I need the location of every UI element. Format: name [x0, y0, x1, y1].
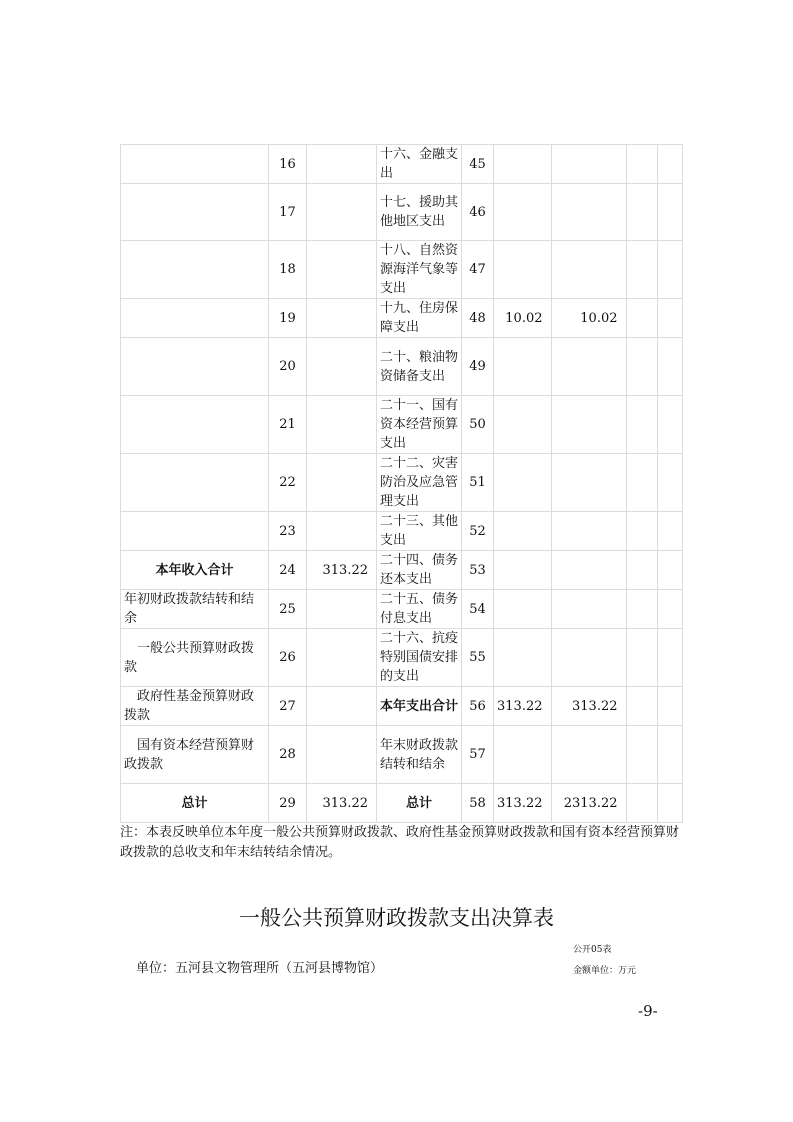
expense-line-no: 50	[462, 396, 494, 454]
table-row	[121, 629, 683, 687]
expense-total	[494, 184, 552, 241]
income-line-no: 28	[269, 726, 307, 784]
expense-state-capital	[657, 629, 682, 687]
expense-fund-budget	[626, 590, 657, 629]
expense-general-budget	[551, 396, 626, 454]
expense-line-no: 56	[462, 687, 494, 726]
expense-state-capital	[657, 590, 682, 629]
expense-general-budget	[551, 454, 626, 512]
expense-state-capital	[657, 551, 682, 590]
expense-general-budget	[551, 590, 626, 629]
expense-fund-budget	[626, 726, 657, 784]
expense-state-capital	[657, 784, 682, 823]
table-row	[121, 454, 683, 512]
expense-fund-budget	[626, 396, 657, 454]
table-row	[121, 338, 683, 396]
expense-total: 10.02	[494, 299, 552, 338]
expense-line-no: 57	[462, 726, 494, 784]
table-row	[121, 512, 683, 551]
expense-general-budget: 313.22	[551, 687, 626, 726]
income-line-no: 26	[269, 629, 307, 687]
income-item: 年初财政拨款结转和结余	[121, 590, 269, 629]
income-item: 本年收入合计	[121, 551, 269, 590]
income-item	[121, 241, 269, 299]
income-item	[121, 338, 269, 396]
expense-fund-budget	[626, 512, 657, 551]
expense-total	[494, 512, 552, 551]
income-line-no: 18	[269, 241, 307, 299]
expense-line-no: 54	[462, 590, 494, 629]
income-amount	[307, 454, 377, 512]
expense-item: 二十三、其他支出	[377, 512, 462, 551]
expense-fund-budget	[626, 338, 657, 396]
table-note: 注：本表反映单位本年度一般公共预算财政拨款、政府性基金预算财政拨款和国有资本经营预算财政拨款的总收支和年末结转结余情况。	[120, 825, 680, 860]
expense-line-no: 48	[462, 299, 494, 338]
expense-item: 十七、援助其他地区支出	[377, 184, 462, 241]
expense-line-no: 58	[462, 784, 494, 823]
expense-state-capital	[657, 454, 682, 512]
expense-state-capital	[657, 726, 682, 784]
income-amount	[307, 299, 377, 338]
income-line-no: 29	[269, 784, 307, 823]
expense-state-capital	[657, 184, 682, 241]
table-code: 公开05表	[573, 945, 612, 955]
income-amount	[307, 629, 377, 687]
expense-line-no: 45	[462, 145, 494, 184]
expense-total	[494, 726, 552, 784]
income-line-no: 25	[269, 590, 307, 629]
expense-line-no: 47	[462, 241, 494, 299]
expense-state-capital	[657, 145, 682, 184]
expense-general-budget	[551, 241, 626, 299]
expense-state-capital	[657, 396, 682, 454]
expense-general-budget	[551, 145, 626, 184]
income-amount	[307, 338, 377, 396]
income-line-no: 22	[269, 454, 307, 512]
income-amount	[307, 145, 377, 184]
expense-line-no: 51	[462, 454, 494, 512]
expense-general-budget	[551, 512, 626, 551]
expense-total	[494, 241, 552, 299]
income-amount	[307, 184, 377, 241]
expense-general-budget	[551, 338, 626, 396]
table-row	[121, 241, 683, 299]
expense-total	[494, 338, 552, 396]
expense-fund-budget	[626, 551, 657, 590]
expense-state-capital	[657, 687, 682, 726]
expense-item: 十六、金融支出	[377, 145, 462, 184]
expense-fund-budget	[626, 454, 657, 512]
income-item	[121, 396, 269, 454]
expense-fund-budget	[626, 687, 657, 726]
expense-total	[494, 396, 552, 454]
income-item	[121, 184, 269, 241]
expense-general-budget: 2313.22	[551, 784, 626, 823]
table-row	[121, 396, 683, 454]
income-amount	[307, 726, 377, 784]
income-line-no: 17	[269, 184, 307, 241]
expense-fund-budget	[626, 241, 657, 299]
income-amount: 313.22	[307, 551, 377, 590]
expense-total	[494, 590, 552, 629]
table-row	[121, 551, 683, 590]
expense-general-budget	[551, 551, 626, 590]
expense-item: 二十二、灾害防治及应急管理支出	[377, 454, 462, 512]
income-amount	[307, 396, 377, 454]
expense-state-capital	[657, 299, 682, 338]
expense-item: 年末财政拨款结转和结余	[377, 726, 462, 784]
income-line-no: 23	[269, 512, 307, 551]
income-item	[121, 145, 269, 184]
expense-fund-budget	[626, 299, 657, 338]
income-item	[121, 512, 269, 551]
fiscal-allocation-table	[120, 144, 683, 823]
table-row	[121, 590, 683, 629]
expense-general-budget	[551, 629, 626, 687]
table-row	[121, 687, 683, 726]
expense-state-capital	[657, 241, 682, 299]
expense-general-budget: 10.02	[551, 299, 626, 338]
income-item: 政府性基金预算财政拨款	[121, 687, 269, 726]
table-row	[121, 145, 683, 184]
income-line-no: 16	[269, 145, 307, 184]
income-line-no: 24	[269, 551, 307, 590]
income-item: 一般公共预算财政拨款	[121, 629, 269, 687]
income-line-no: 20	[269, 338, 307, 396]
expense-item: 二十一、国有资本经营预算支出	[377, 396, 462, 454]
expense-general-budget	[551, 726, 626, 784]
expense-line-no: 46	[462, 184, 494, 241]
expense-fund-budget	[626, 629, 657, 687]
income-amount	[307, 512, 377, 551]
table-row	[121, 299, 683, 338]
expense-item: 二十四、债务还本支出	[377, 551, 462, 590]
income-item: 国有资本经营预算财政拨款	[121, 726, 269, 784]
expense-line-no: 55	[462, 629, 494, 687]
expense-item: 本年支出合计	[377, 687, 462, 726]
expense-item: 总计	[377, 784, 462, 823]
expense-general-budget	[551, 184, 626, 241]
expense-line-no: 52	[462, 512, 494, 551]
income-line-no: 19	[269, 299, 307, 338]
page-number: -9-	[638, 1002, 658, 1020]
expense-state-capital	[657, 512, 682, 551]
amount-unit: 金额单位：万元	[573, 966, 637, 976]
section-title: 一般公共预算财政拨款支出决算表	[239, 906, 554, 930]
income-line-no: 21	[269, 396, 307, 454]
expense-fund-budget	[626, 145, 657, 184]
expense-total	[494, 629, 552, 687]
expense-total	[494, 145, 552, 184]
expense-item: 二十六、抗疫特别国债安排的支出	[377, 629, 462, 687]
expense-total	[494, 454, 552, 512]
expense-fund-budget	[626, 184, 657, 241]
expense-total: 313.22	[494, 687, 552, 726]
table-row	[121, 726, 683, 784]
unit-label: 单位：五河县文物管理所（五河县博物馆）	[136, 961, 384, 976]
income-amount: 313.22	[307, 784, 377, 823]
income-amount	[307, 590, 377, 629]
income-line-no: 27	[269, 687, 307, 726]
income-item	[121, 454, 269, 512]
expense-line-no: 53	[462, 551, 494, 590]
table-row	[121, 184, 683, 241]
expense-total	[494, 551, 552, 590]
expense-item: 十八、自然资源海洋气象等支出	[377, 241, 462, 299]
expense-fund-budget	[626, 784, 657, 823]
expense-line-no: 49	[462, 338, 494, 396]
expense-state-capital	[657, 338, 682, 396]
expense-total: 313.22	[494, 784, 552, 823]
table-row	[121, 784, 683, 823]
expense-item: 二十五、债务付息支出	[377, 590, 462, 629]
income-item: 总计	[121, 784, 269, 823]
income-item	[121, 299, 269, 338]
expense-item: 二十、粮油物资储备支出	[377, 338, 462, 396]
expense-item: 十九、住房保障支出	[377, 299, 462, 338]
income-amount	[307, 687, 377, 726]
income-amount	[307, 241, 377, 299]
